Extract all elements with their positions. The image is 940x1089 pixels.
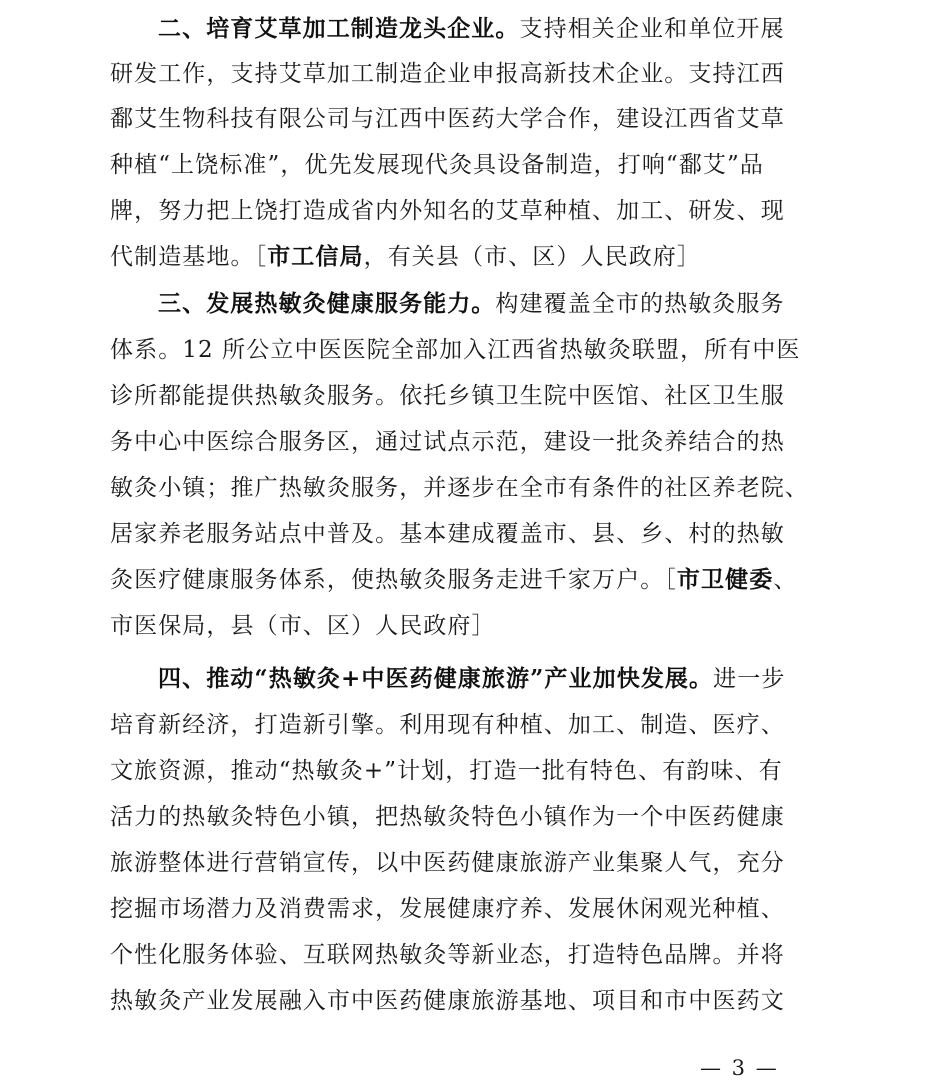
underlined-text: 牌，努力把上饶打造成省内外知名的艾草种植、加工、研发、现	[110, 198, 785, 226]
section4-text: 活力的热敏灸特色小镇，把热敏灸特色小镇作为一个中医药健康	[110, 804, 785, 830]
section3-heading: 三、发展热敏灸健康服务能力。	[158, 290, 496, 317]
section2-line-5	[110, 196, 830, 226]
section3-line-6	[110, 519, 830, 549]
section4-line-4	[110, 802, 830, 832]
underlined-text: 鄱艾生物科技有限公司与江西中医药大学合作，建设江西省艾草	[110, 106, 785, 134]
underlined-text: 代制造基地。［	[110, 244, 268, 270]
section3-text: 、	[773, 567, 798, 593]
section4-text: 挖掘市场潜力及消费需求，发展健康疗养、发展休闲观光种植、	[110, 896, 785, 922]
section4-line-8	[110, 986, 830, 1016]
section4-text: 热敏灸产业发展融入市中医药健康旅游基地、项目和市中医药文	[110, 988, 785, 1014]
section3-line-5	[110, 473, 830, 503]
section3-line-1	[158, 289, 828, 319]
section3-line-4	[110, 427, 830, 457]
section4-line-3	[110, 756, 830, 786]
section3-text: 体系。12 所公立中医医院全部加入江西省热敏灸联盟，所有中医	[110, 337, 801, 363]
responsible-dept: 市工信局	[267, 243, 364, 270]
responsible-dept: 市卫健委	[676, 566, 774, 593]
section2-line-1	[158, 14, 828, 44]
page-number: — 3 —	[700, 1056, 779, 1080]
section2-line-2	[110, 59, 830, 89]
section4-text: 培育新经济，打造新引擎。利用现有种植、加工、制造、医疗、	[110, 712, 785, 738]
section3-line-8	[110, 611, 830, 641]
section2-line-4	[110, 150, 830, 180]
section3-text: 敏灸小镇；推广热敏灸服务，并逐步在全市有条件的社区养老院、	[110, 475, 809, 501]
section4-text: 旅游整体进行营销宣传，以中医药健康旅游产业集聚人气，充分	[110, 850, 785, 876]
section4-line-1	[158, 664, 828, 694]
section4-line-7	[110, 940, 830, 970]
section2-text: 支持相关企业和单位开展	[519, 16, 785, 42]
section2-text: 研发工作，支持艾草加工制造企业申报高新技术企业。	[110, 61, 689, 87]
section3-line-2	[110, 335, 830, 365]
section3-text: 构建覆盖全市的热敏灸服务	[495, 291, 785, 317]
section3-text: 市医保局，县（市、区）人民政府］	[110, 613, 496, 639]
section4-text: 进一步	[713, 666, 786, 692]
section3-text: 诊所都能提供热敏灸服务。依托乡镇卫生院中医馆、社区卫生服	[110, 383, 785, 409]
underlined-text: ，有关县（市、区）人民政府］	[363, 244, 702, 270]
section3-text: 居家养老服务站点中普及。基本建成覆盖市、县、乡、村的热敏	[110, 521, 785, 547]
section4-line-2	[110, 710, 830, 740]
section4-text: 文旅资源，推动“热敏灸+”计划，打造一批有特色、有韵味、有	[110, 758, 783, 784]
underlined-text: 支持江西	[688, 61, 784, 89]
section3-text: 务中心中医综合服务区，通过试点示范，建设一批灸养结合的热	[110, 429, 785, 455]
section4-line-6	[110, 894, 830, 924]
section4-line-5	[110, 848, 830, 878]
section2-line-6	[110, 242, 830, 272]
section3-line-3	[110, 381, 830, 411]
section3-line-7	[110, 565, 830, 595]
section2-heading: 二、培育艾草加工制造龙头企业。	[158, 15, 520, 42]
section4-heading: 四、推动“热敏灸+中医药健康旅游”产业加快发展。	[158, 665, 714, 692]
section2-line-3	[110, 104, 830, 134]
underlined-text: 种植“上饶标准”，优先发展现代灸具设备制造，打响“鄱艾”品	[110, 152, 764, 180]
section3-text: 灸医疗健康服务体系，使热敏灸服务走进千家万户。［	[110, 567, 677, 593]
section4-text: 个性化服务体验、互联网热敏灸等新业态，打造特色品牌。并将	[110, 942, 785, 968]
